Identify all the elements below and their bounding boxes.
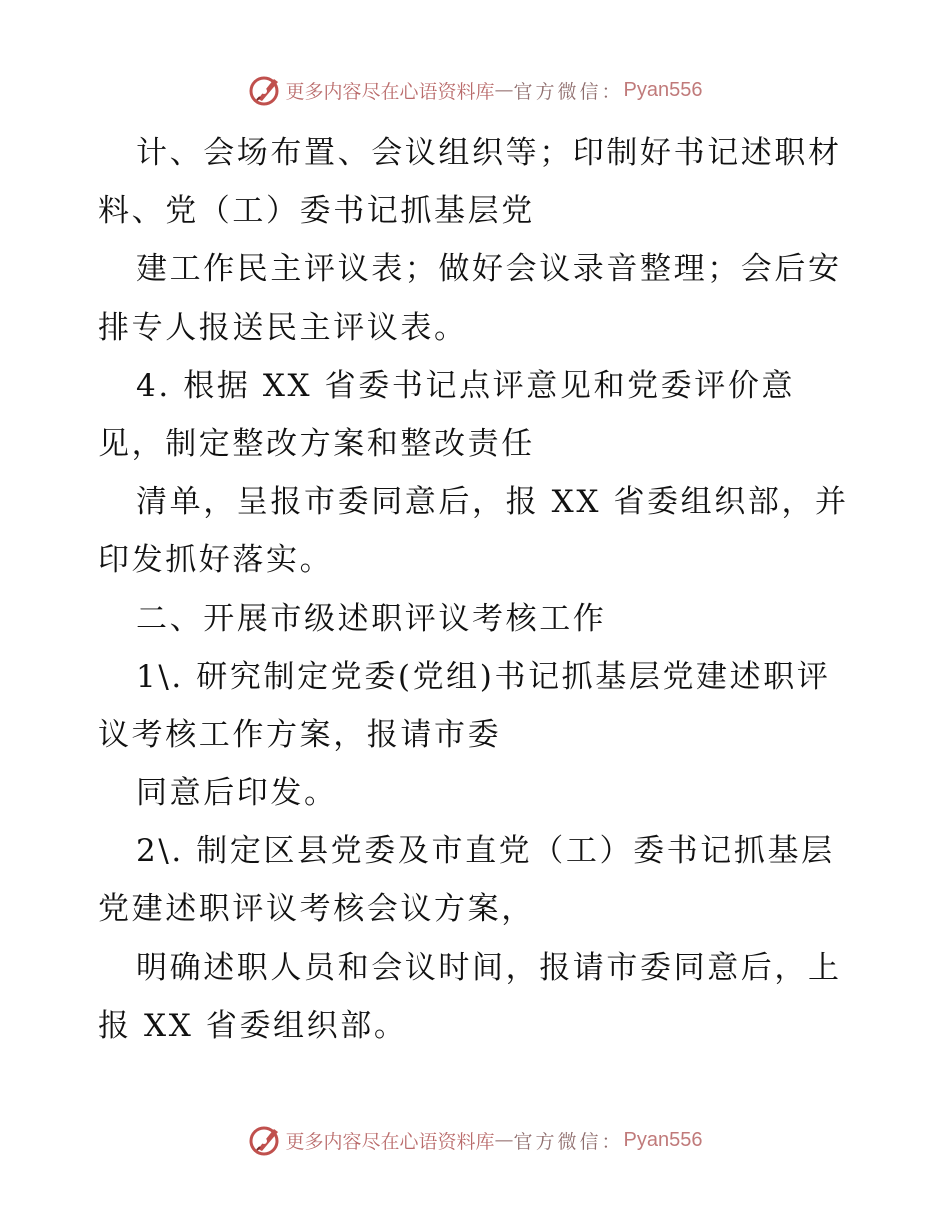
quill-logo-icon [248, 73, 282, 107]
paragraph-line: 清单，呈报市委同意后，报 XX 省委组织部，并 [136, 484, 849, 521]
footer-wechat-label: 官方微信： [513, 1130, 624, 1153]
paragraph-line: 料、党（工）委书记抓基层党 [98, 193, 535, 230]
footer-banner [0, 1122, 950, 1158]
header-banner [0, 72, 950, 108]
header-banner-text: 更多内容尽在心语资料库 [285, 80, 495, 103]
paragraph-line: 明确述职人员和会议时间，报请市委同意后，上 [136, 949, 842, 986]
footer-banner-separator: — [494, 1129, 514, 1151]
header-wechat-id: Pyan556 [623, 78, 703, 101]
paragraph-line: 报 XX 省委组织部。 [98, 1007, 408, 1044]
paragraph-line: 计、会场布置、会议组织等；印制好书记述职材 [136, 135, 842, 171]
paragraph-line: 2\. 制定区县党委及市直党（工）委书记抓基层 [136, 833, 835, 870]
paragraph-line: 印发抓好落实。 [98, 542, 334, 579]
paragraph-line: 排专人报送民主评议表。 [98, 309, 468, 346]
paragraph-line: 同意后印发。 [136, 775, 338, 812]
paragraph-line: 建工作民主评议表；做好会议录音整理；会后安 [136, 251, 842, 288]
footer-wechat-id: Pyan556 [623, 1128, 703, 1151]
paragraph-line: 议考核工作方案，报请市委 [98, 716, 502, 753]
footer-banner-text: 更多内容尽在心语资料库 [285, 1130, 495, 1153]
section-heading: 二、开展市级述职评议考核工作 [136, 600, 607, 637]
paragraph-line: 党建述职评议考核会议方案， [98, 891, 535, 928]
paragraph-line: 4. 根据 XX 省委书记点评意见和党委评价意 [136, 367, 796, 404]
paragraph-line: 见，制定整改方案和整改责任 [98, 425, 535, 462]
header-wechat-label: 官方微信： [513, 80, 624, 103]
paragraph-line: 1\. 研究制定党委(党组)书记抓基层党建述职评 [136, 658, 831, 695]
header-banner-separator: — [494, 79, 514, 101]
document-body [98, 124, 858, 1055]
quill-logo-icon [248, 1123, 282, 1157]
